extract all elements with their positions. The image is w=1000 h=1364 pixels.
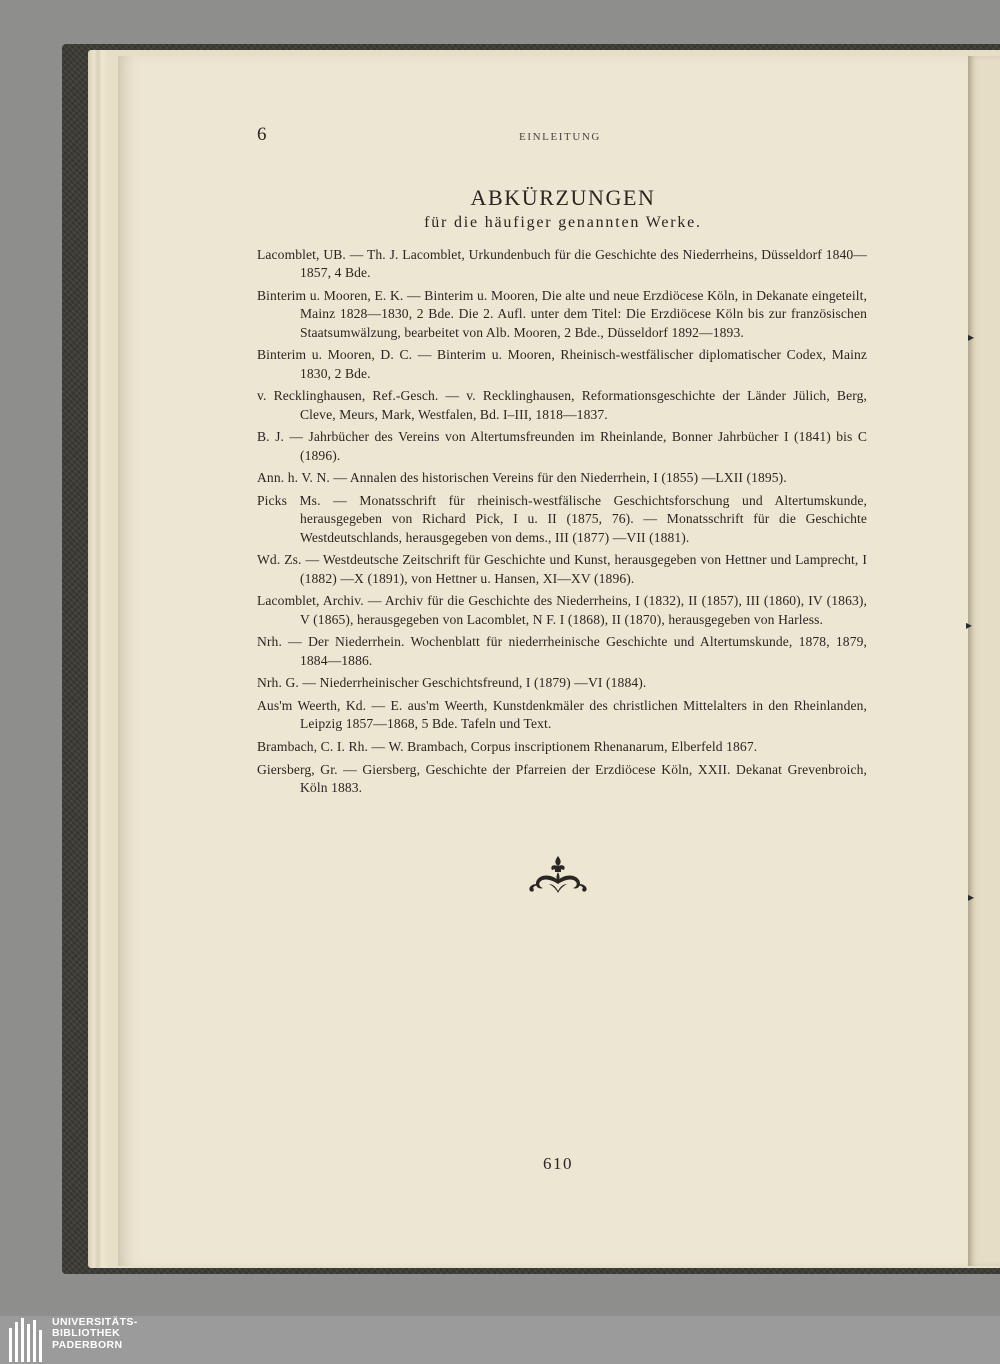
section-subheading: für die häufiger genannten Werke. [424, 214, 702, 231]
abbreviation-entry: Nrh. — Der Niederrhein. Wochenblatt für niederrheinische Geschichte und Altertumskunde, 1878, 1879, 1884—1886. [257, 634, 867, 668]
fleuron-ornament-icon [525, 854, 591, 894]
abbreviation-entry: B. J. — Jahrbücher des Vereins von Altertumsfreunden im Rheinlande, Bonner Jahrbücher I (1841) bis C (1896). [257, 429, 867, 463]
footer-bar [0, 1316, 1000, 1364]
logo-line: BIBLIOTHEK [52, 1327, 121, 1340]
margin-mark: ▸ [966, 618, 973, 632]
abbreviation-entry: Aus'm Weerth, Kd. — E. aus'm Weerth, Kunstdenkmäler des christlichen Mittelalters in den Rheinlanden, Leipzig 1857—1868, 5 Bde. Tafeln und Text. [257, 698, 867, 732]
abbreviation-entry: Binterim u. Mooren, E. K. — Binterim u. Mooren, Die alte und neue Erzdiöcese Köln, in Dekanate eingeteilt, Mainz 1828—1830, 2 Bde. Die 2. Aufl. unter dem Titel: Die Erzdiöcese Köln bis zur französischen Staatsumwälzung, bearbeitet von Alb. Mooren, 2 Bde., Düsseldorf 1892—1893. [257, 288, 867, 340]
folio-number: 610 [543, 1154, 573, 1173]
running-head: EINLEITUNG [519, 131, 601, 143]
library-logo-bars-icon [8, 1318, 48, 1362]
abbreviation-entry: Binterim u. Mooren, D. C. — Binterim u. Mooren, Rheinisch-westfälischer diplomatischer Codex, Mainz 1830, 2 Bde. [257, 347, 867, 381]
logo-line: UNIVERSITÄTS- [52, 1316, 138, 1328]
abbreviation-entry: Brambach, C. I. Rh. — W. Brambach, Corpus inscriptionem Rhenanarum, Elberfeld 1867. [257, 739, 758, 754]
abbreviation-entry: Giersberg, Gr. — Giersberg, Geschichte der Pfarreien der Erzdiöcese Köln, XXII. Dekanat Grevenbroich, Köln 1883. [257, 761, 867, 795]
abbreviation-list [257, 246, 867, 802]
abbreviation-entry: v. Recklinghausen, Ref.-Gesch. — v. Recklinghausen, Reformationsgeschichte der Länder Jülich, Berg, Cleve, Meurs, Mark, Westfalen, Bd. I–III, 1818—1837. [257, 388, 867, 422]
abbreviation-entry: Wd. Zs. — Westdeutsche Zeitschrift für Geschichte und Kunst, herausgegeben von Hettner und Lamprecht, I (1882) —X (1891), von Hettner u. Hansen, XI—XV (1896). [257, 552, 867, 586]
facing-page-edge [968, 56, 1000, 1266]
section-heading: ABKÜRZUNGEN [470, 185, 656, 210]
library-logo-text [52, 1317, 138, 1351]
abbreviation-entry: Nrh. G. — Niederrheinischer Geschichtsfreund, I (1879) —VI (1884). [257, 675, 647, 691]
page-number: 6 [257, 124, 267, 145]
abbreviation-entry: Picks Ms. — Monatsschrift für rheinisch-westfälische Geschichtsforschung und Altertumskunde, herausgegeben von Richard Pick, I u. II (1875, 76). — Monatsschrift für die Geschichte Westdeutschlands, herausgegeben von dems., III (1877) —VII (1881). [257, 493, 867, 545]
abbreviation-entry: Lacomblet, UB. — Th. J. Lacomblet, Urkundenbuch für die Geschichte des Niederrheins, Düsseldorf 1840—1857, 4 Bde. [257, 247, 867, 281]
abbreviation-entry: Lacomblet, Archiv. — Archiv für die Geschichte des Niederrheins, I (1832), II (1857), III (1860), IV (1863), V (1865), herausgegeben von Lacomblet, N F. I (1868), II (1870), herausgegeben von Harless. [257, 593, 867, 627]
margin-mark: ▸ [968, 890, 975, 904]
abbreviation-entry: Ann. h. V. N. — Annalen des historischen Vereins für den Niederrhein, I (1855) —LXII (1895). [257, 470, 787, 486]
logo-line: PADERBORN [52, 1338, 123, 1351]
margin-mark: ▸ [968, 330, 975, 344]
